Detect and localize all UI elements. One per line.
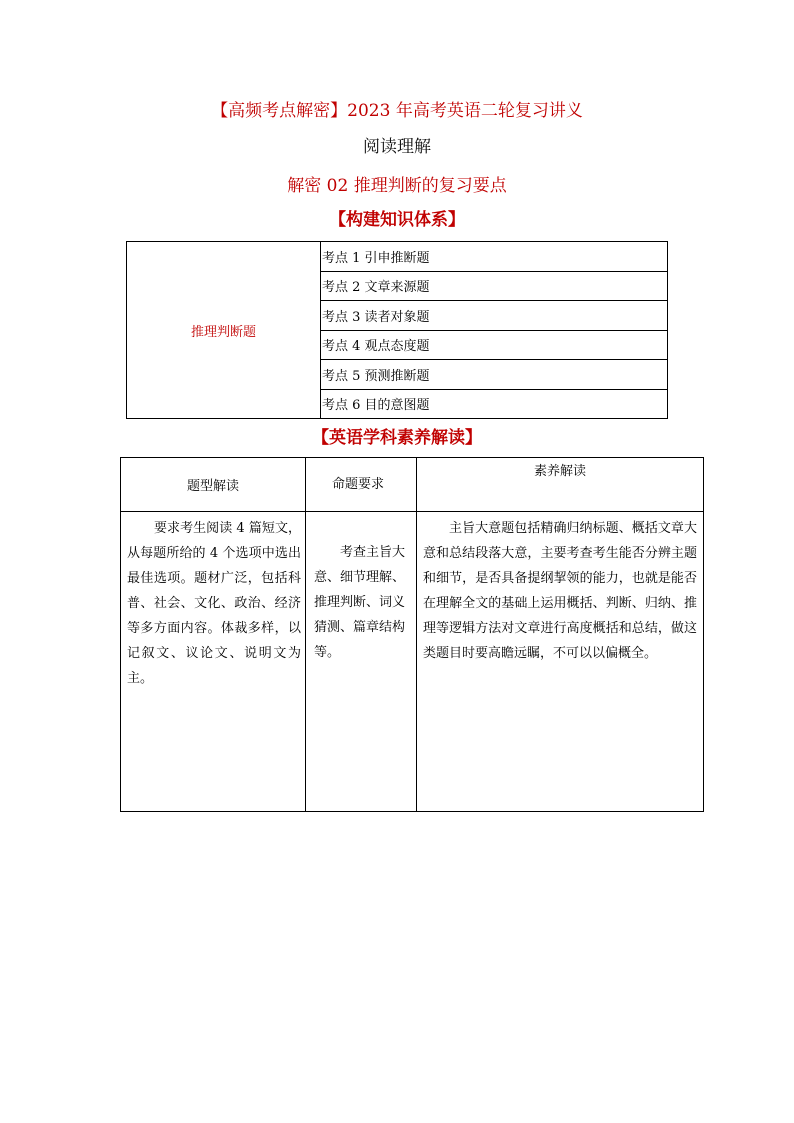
req-cell: 考查主旨大意、细节理解、推理判断、词义猜测、篇章结构等。 [306, 512, 417, 812]
table-header-row [121, 458, 704, 512]
col-req-header: 命题要求 [306, 458, 417, 512]
point-cell: 考点 3 读者对象题 [321, 301, 668, 331]
col-type-header: 题型解读 [121, 458, 306, 512]
table-row [121, 512, 704, 812]
lit-cell: 主旨大意题包括精确归纳标题、概括文章大意和总结段落大意，主要考查考生能否分辨主题和细节，是否具备提纲挈领的能力，也就是能否在理解全文的基础上运用概括、判断、归纳、推理等逻辑方法对文章进行高度概括和总结，做这类题目时要高瞻远瞩，不可以以偏概全。 [417, 512, 704, 812]
literacy-table [120, 457, 704, 812]
doc-title: 【高频考点解密】2023 年高考英语二轮复习讲义 [211, 101, 583, 121]
point-cell: 考点 6 目的意图题 [321, 389, 668, 419]
col-lit-header: 素养解读 [417, 458, 704, 512]
knowledge-table [126, 241, 668, 419]
doc-subtitle: 阅读理解 [363, 137, 431, 157]
literacy-heading: 【英语学科素养解读】 [312, 428, 482, 448]
point-cell: 考点 5 预测推断题 [321, 360, 668, 390]
type-cell: 要求考生阅读 4 篇短文，从每题所给的 4 个选项中选出最佳选项。题材广泛，包括科普、社会、文化、政治、经济等多方面内容。体裁多样，以记叙文、议论文、说明文为主。 [121, 512, 306, 812]
point-cell: 考点 2 文章来源题 [321, 271, 668, 301]
category-cell: 推理判断题 [127, 242, 321, 419]
point-cell: 考点 4 观点态度题 [321, 330, 668, 360]
point-cell: 考点 1 引申推断题 [321, 242, 668, 272]
table-row [127, 242, 668, 272]
knowledge-heading: 【构建知识体系】 [329, 210, 465, 230]
section-title: 解密 02 推理判断的复习要点 [287, 176, 507, 196]
